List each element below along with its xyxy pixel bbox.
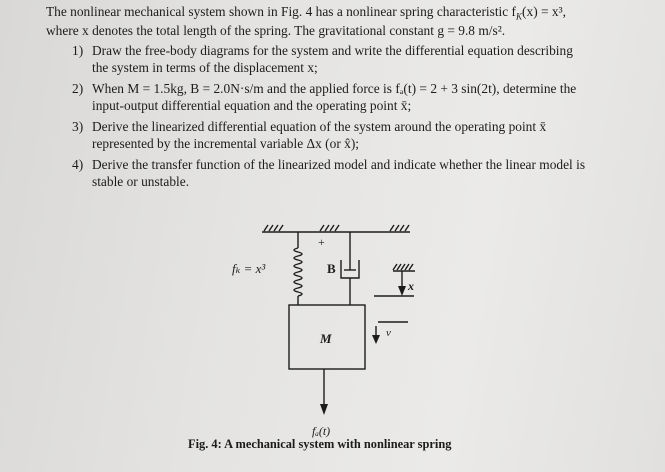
item-4-line-1 <box>72 157 585 173</box>
damper-label: B <box>327 261 336 276</box>
item-3-number: 3) <box>72 119 84 134</box>
ceiling-hatch-left <box>264 225 283 231</box>
item-1-number: 1) <box>72 43 84 58</box>
item-2-number: 2) <box>72 81 84 96</box>
plus-label: + <box>318 235 325 249</box>
item-1-text-2: the system in terms of the displacement x; <box>92 60 318 75</box>
item-1-text-1: Draw the free-body diagrams for the system and write the differential equation describing <box>92 43 573 58</box>
item-2-text-1: When M = 1.5kg, B = 2.0N·s/m and the applied force is fₐ(t) = 2 + 3 sin(2t), determine the <box>92 81 577 96</box>
spring-label: fₖ = x³ <box>232 261 266 276</box>
item-2-line-1 <box>72 81 576 97</box>
x-arrow-head <box>398 286 406 296</box>
mass-label: M <box>320 331 332 346</box>
item-4-line-2 <box>92 174 189 190</box>
item-3-text-1: Derive the linearized differential equation of the system around the operating point x̄ <box>92 119 547 134</box>
item-3-text-2: represented by the incremental variable Δx (or x̂); <box>92 136 360 151</box>
item-2-line-2 <box>92 98 411 114</box>
x-reference-hatch <box>393 264 413 270</box>
force-label: fₐ(t) <box>312 424 331 438</box>
item-2-text-2: input-output differential equation and the operating point x̄; <box>92 98 412 113</box>
intro-line-2 <box>46 23 505 39</box>
item-3-line-2 <box>92 136 359 152</box>
v-label: v <box>386 327 391 339</box>
spring-coil <box>294 248 302 296</box>
ceiling-hatch-right <box>390 225 409 231</box>
intro-line-1 <box>46 4 566 25</box>
x-label: x <box>408 279 414 293</box>
item-1-line-1 <box>72 43 573 59</box>
intro-subscript: K <box>516 11 523 22</box>
item-3-line-1 <box>72 119 546 135</box>
ceiling-hatch-middle <box>320 225 339 231</box>
v-arrow-head <box>372 335 380 344</box>
force-arrow-head <box>320 404 328 415</box>
figure-caption: Fig. 4: A mechanical system with nonlinear spring <box>188 437 452 451</box>
mechanical-system-diagram <box>230 210 460 442</box>
item-4-number: 4) <box>72 157 84 172</box>
intro-text-2: where x denotes the total length of the spring. The gravitational constant g = 9.8 m/s². <box>46 23 506 38</box>
item-4-text-1: Derive the transfer function of the linearized model and indicate whether the linear model is <box>92 157 586 172</box>
item-1-line-2 <box>92 60 318 76</box>
diagram-svg <box>230 210 460 442</box>
intro-text-1: The nonlinear mechanical system shown in Fig. 4 has a nonlinear spring characteristic f <box>46 4 517 19</box>
intro-text-1-tail: (x) = x³, <box>522 4 566 19</box>
item-4-text-2: stable or unstable. <box>92 174 190 189</box>
